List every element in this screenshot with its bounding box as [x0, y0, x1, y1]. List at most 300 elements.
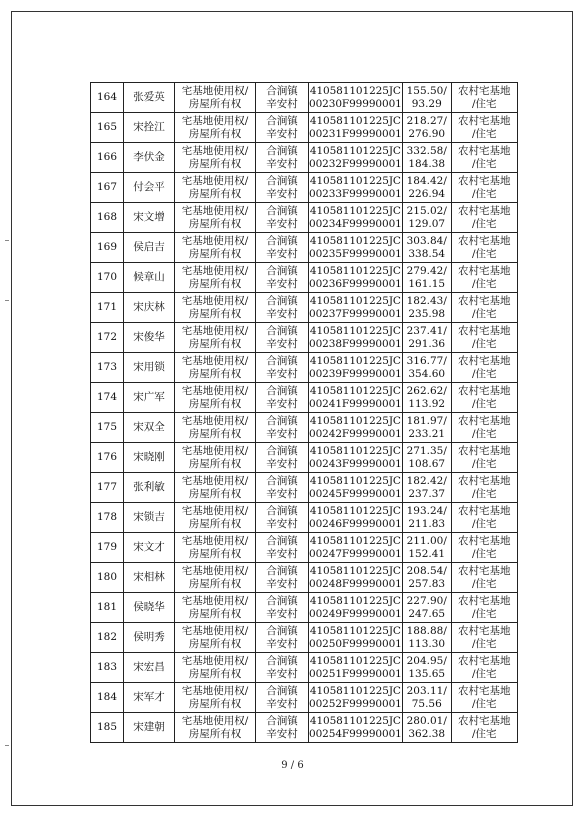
location-cell: [256, 263, 309, 293]
owner-name-cell: 宋军才: [124, 683, 175, 713]
land-use-cell: [451, 713, 517, 743]
unit-code-line-1: 410581101225JC: [309, 324, 401, 337]
right-type-line-2: 房屋所有权: [188, 217, 242, 230]
area-line-2: 291.36: [408, 337, 446, 350]
land-use-line-1: 农村宅基地: [457, 594, 511, 607]
location-line-1: 合涧镇: [266, 354, 298, 367]
owner-name-cell: 宋文增: [124, 203, 175, 233]
right-type-cell: [175, 143, 256, 173]
location-line-1: 合涧镇: [266, 264, 298, 277]
right-type-cell: [175, 203, 256, 233]
unit-code-line-2: 00251F99990001: [309, 667, 402, 680]
land-use-line-2: /住宅: [471, 127, 497, 140]
right-type-cell: [175, 683, 256, 713]
land-use-line-2: /住宅: [471, 97, 497, 110]
unit-code-line-2: 00245F99990001: [309, 487, 402, 500]
right-type-line-2: 房屋所有权: [188, 247, 242, 260]
unit-code-cell: [309, 533, 403, 563]
area-cell: [402, 473, 451, 503]
land-use-line-1: 农村宅基地: [457, 324, 511, 337]
right-type-line-2: 房屋所有权: [188, 727, 242, 740]
unit-code-line-1: 410581101225JC: [309, 684, 401, 697]
record-number-cell: 183: [91, 653, 124, 683]
owner-name-cell: 侯启吉: [124, 233, 175, 263]
location-cell: [256, 383, 309, 413]
unit-code-cell: [309, 263, 403, 293]
record-number-cell: 178: [91, 503, 124, 533]
area-line-2: 237.37: [408, 487, 446, 500]
unit-code-line-2: 00236F99990001: [309, 277, 402, 290]
land-use-cell: [451, 233, 517, 263]
table-row: [91, 263, 518, 293]
right-type-line-2: 房屋所有权: [188, 487, 242, 500]
right-type-line-2: 房屋所有权: [188, 307, 242, 320]
area-line-1: 181.97/: [406, 414, 447, 427]
area-line-1: 155.50/: [406, 84, 447, 97]
table-row: [91, 473, 518, 503]
unit-code-line-1: 410581101225JC: [309, 714, 401, 727]
location-cell: [256, 83, 309, 113]
area-line-1: 193.24/: [406, 504, 447, 517]
area-cell: [402, 383, 451, 413]
unit-code-cell: [309, 353, 403, 383]
owner-name-cell: 宋广军: [124, 383, 175, 413]
location-cell: [256, 203, 309, 233]
right-type-line-2: 房屋所有权: [188, 427, 242, 440]
record-number-cell: 182: [91, 623, 124, 653]
land-use-line-1: 农村宅基地: [457, 474, 511, 487]
location-line-2: 辛安村: [266, 277, 298, 290]
land-use-line-2: /住宅: [471, 157, 497, 170]
unit-code-line-2: 00238F99990001: [309, 337, 402, 350]
unit-code-cell: [309, 203, 403, 233]
right-type-line-1: 宅基地使用权/: [181, 444, 249, 457]
location-cell: [256, 533, 309, 563]
area-line-1: 203.11/: [406, 684, 447, 697]
record-number-cell: 175: [91, 413, 124, 443]
location-cell: [256, 713, 309, 743]
area-line-2: 108.67: [408, 457, 446, 470]
land-use-line-1: 农村宅基地: [457, 174, 511, 187]
right-type-line-2: 房屋所有权: [188, 457, 242, 470]
location-line-1: 合涧镇: [266, 234, 298, 247]
right-type-cell: [175, 653, 256, 683]
land-use-line-1: 农村宅基地: [457, 84, 511, 97]
location-line-1: 合涧镇: [266, 504, 298, 517]
owner-name-cell: 候章山: [124, 263, 175, 293]
record-number-cell: 180: [91, 563, 124, 593]
land-use-line-2: /住宅: [471, 367, 497, 380]
scan-mark: [5, 745, 9, 746]
unit-code-line-1: 410581101225JC: [309, 504, 401, 517]
unit-code-line-1: 410581101225JC: [309, 84, 401, 97]
owner-name-cell: 张利敏: [124, 473, 175, 503]
unit-code-cell: [309, 503, 403, 533]
land-use-cell: [451, 683, 517, 713]
area-line-2: 338.54: [408, 247, 446, 260]
right-type-cell: [175, 83, 256, 113]
scan-mark: [5, 300, 9, 301]
land-use-line-1: 农村宅基地: [457, 414, 511, 427]
table-row: [91, 293, 518, 323]
right-type-line-1: 宅基地使用权/: [181, 264, 249, 277]
unit-code-cell: [309, 233, 403, 263]
land-use-line-2: /住宅: [471, 307, 497, 320]
table-row: [91, 713, 518, 743]
land-use-line-1: 农村宅基地: [457, 564, 511, 577]
right-type-cell: [175, 473, 256, 503]
table-row: [91, 143, 518, 173]
right-type-cell: [175, 383, 256, 413]
record-number-cell: 174: [91, 383, 124, 413]
location-cell: [256, 503, 309, 533]
table-row: [91, 593, 518, 623]
area-line-1: 271.35/: [406, 444, 447, 457]
land-use-line-1: 农村宅基地: [457, 384, 511, 397]
unit-code-line-1: 410581101225JC: [309, 534, 401, 547]
location-cell: [256, 443, 309, 473]
land-use-line-2: /住宅: [471, 667, 497, 680]
location-line-2: 辛安村: [266, 367, 298, 380]
area-line-1: 303.84/: [406, 234, 447, 247]
unit-code-cell: [309, 683, 403, 713]
location-line-2: 辛安村: [266, 547, 298, 560]
location-cell: [256, 683, 309, 713]
area-line-1: 184.42/: [406, 174, 447, 187]
registration-table-body: [91, 83, 518, 743]
unit-code-cell: [309, 473, 403, 503]
unit-code-line-1: 410581101225JC: [309, 594, 401, 607]
location-cell: [256, 293, 309, 323]
registration-table: [90, 82, 518, 743]
area-line-2: 235.98: [408, 307, 446, 320]
location-cell: [256, 653, 309, 683]
land-use-line-2: /住宅: [471, 697, 497, 710]
table-row: [91, 653, 518, 683]
unit-code-line-1: 410581101225JC: [309, 174, 401, 187]
record-number-cell: 167: [91, 173, 124, 203]
unit-code-line-1: 410581101225JC: [309, 264, 401, 277]
table-row: [91, 383, 518, 413]
land-use-line-2: /住宅: [471, 187, 497, 200]
area-cell: [402, 113, 451, 143]
land-use-cell: [451, 563, 517, 593]
right-type-cell: [175, 623, 256, 653]
area-line-2: 93.29: [411, 97, 442, 110]
area-line-2: 257.83: [408, 577, 446, 590]
area-line-1: 262.62/: [406, 384, 447, 397]
unit-code-cell: [309, 563, 403, 593]
location-line-2: 辛安村: [266, 427, 298, 440]
right-type-cell: [175, 533, 256, 563]
area-cell: [402, 533, 451, 563]
table-row: [91, 83, 518, 113]
area-cell: [402, 353, 451, 383]
unit-code-line-2: 00235F99990001: [309, 247, 402, 260]
location-line-2: 辛安村: [266, 517, 298, 530]
location-line-1: 合涧镇: [266, 684, 298, 697]
right-type-line-2: 房屋所有权: [188, 607, 242, 620]
location-line-1: 合涧镇: [266, 654, 298, 667]
land-use-line-2: /住宅: [471, 247, 497, 260]
location-cell: [256, 173, 309, 203]
location-line-1: 合涧镇: [266, 444, 298, 457]
area-cell: [402, 713, 451, 743]
land-use-line-2: /住宅: [471, 487, 497, 500]
land-use-cell: [451, 383, 517, 413]
area-line-1: 279.42/: [406, 264, 447, 277]
record-number-cell: 173: [91, 353, 124, 383]
land-use-cell: [451, 83, 517, 113]
area-cell: [402, 173, 451, 203]
unit-code-line-2: 00242F99990001: [309, 427, 402, 440]
area-cell: [402, 203, 451, 233]
record-number-cell: 164: [91, 83, 124, 113]
right-type-line-2: 房屋所有权: [188, 667, 242, 680]
table-row: [91, 353, 518, 383]
land-use-cell: [451, 533, 517, 563]
right-type-line-1: 宅基地使用权/: [181, 234, 249, 247]
area-cell: [402, 593, 451, 623]
area-line-1: 227.90/: [406, 594, 447, 607]
unit-code-line-2: 00254F99990001: [309, 727, 402, 740]
location-cell: [256, 233, 309, 263]
area-cell: [402, 323, 451, 353]
location-line-1: 合涧镇: [266, 174, 298, 187]
location-cell: [256, 323, 309, 353]
area-line-2: 161.15: [408, 277, 446, 290]
area-line-1: 218.27/: [406, 114, 447, 127]
land-use-line-1: 农村宅基地: [457, 354, 511, 367]
area-cell: [402, 443, 451, 473]
unit-code-line-2: 00249F99990001: [309, 607, 402, 620]
right-type-line-2: 房屋所有权: [188, 397, 242, 410]
table-row: [91, 443, 518, 473]
area-cell: [402, 563, 451, 593]
land-use-line-2: /住宅: [471, 517, 497, 530]
location-line-1: 合涧镇: [266, 294, 298, 307]
land-use-line-2: /住宅: [471, 217, 497, 230]
area-line-2: 247.65: [408, 607, 446, 620]
unit-code-cell: [309, 293, 403, 323]
land-use-line-2: /住宅: [471, 727, 497, 740]
right-type-line-1: 宅基地使用权/: [181, 654, 249, 667]
area-line-2: 75.56: [411, 697, 442, 710]
area-line-2: 233.21: [408, 427, 446, 440]
unit-code-line-2: 00241F99990001: [309, 397, 402, 410]
land-use-line-2: /住宅: [471, 637, 497, 650]
land-use-cell: [451, 593, 517, 623]
area-line-2: 129.07: [408, 217, 446, 230]
area-line-2: 276.90: [408, 127, 446, 140]
unit-code-line-1: 410581101225JC: [309, 474, 401, 487]
land-use-line-1: 农村宅基地: [457, 504, 511, 517]
location-line-2: 辛安村: [266, 727, 298, 740]
right-type-line-2: 房屋所有权: [188, 127, 242, 140]
unit-code-line-1: 410581101225JC: [309, 564, 401, 577]
owner-name-cell: 侯晓华: [124, 593, 175, 623]
unit-code-cell: [309, 173, 403, 203]
land-use-line-1: 农村宅基地: [457, 714, 511, 727]
right-type-line-1: 宅基地使用权/: [181, 624, 249, 637]
owner-name-cell: 宋双全: [124, 413, 175, 443]
record-number-cell: 170: [91, 263, 124, 293]
right-type-line-2: 房屋所有权: [188, 517, 242, 530]
unit-code-line-2: 00248F99990001: [309, 577, 402, 590]
right-type-line-1: 宅基地使用权/: [181, 114, 249, 127]
record-number-cell: 169: [91, 233, 124, 263]
owner-name-cell: 宋建朝: [124, 713, 175, 743]
area-line-1: 280.01/: [406, 714, 447, 727]
land-use-line-1: 农村宅基地: [457, 624, 511, 637]
location-cell: [256, 473, 309, 503]
area-line-2: 135.65: [408, 667, 446, 680]
owner-name-cell: 宋晓刚: [124, 443, 175, 473]
table-row: [91, 413, 518, 443]
right-type-cell: [175, 563, 256, 593]
owner-name-cell: 宋文才: [124, 533, 175, 563]
unit-code-line-2: 00252F99990001: [309, 697, 402, 710]
owner-name-cell: 宋用锁: [124, 353, 175, 383]
owner-name-cell: 宋庆林: [124, 293, 175, 323]
land-use-line-2: /住宅: [471, 397, 497, 410]
location-line-1: 合涧镇: [266, 384, 298, 397]
area-cell: [402, 623, 451, 653]
location-line-1: 合涧镇: [266, 324, 298, 337]
location-line-2: 辛安村: [266, 217, 298, 230]
land-use-cell: [451, 503, 517, 533]
record-number-cell: 181: [91, 593, 124, 623]
right-type-line-1: 宅基地使用权/: [181, 474, 249, 487]
unit-code-cell: [309, 623, 403, 653]
unit-code-line-1: 410581101225JC: [309, 384, 401, 397]
land-use-cell: [451, 293, 517, 323]
location-line-1: 合涧镇: [266, 204, 298, 217]
land-use-cell: [451, 143, 517, 173]
unit-code-line-2: 00247F99990001: [309, 547, 402, 560]
right-type-line-1: 宅基地使用权/: [181, 414, 249, 427]
area-line-1: 182.43/: [406, 294, 447, 307]
owner-name-cell: 宋拴江: [124, 113, 175, 143]
area-cell: [402, 653, 451, 683]
right-type-line-2: 房屋所有权: [188, 637, 242, 650]
table-row: [91, 323, 518, 353]
land-use-line-1: 农村宅基地: [457, 534, 511, 547]
record-number-cell: 176: [91, 443, 124, 473]
area-cell: [402, 413, 451, 443]
unit-code-line-2: 00232F99990001: [309, 157, 402, 170]
area-cell: [402, 683, 451, 713]
owner-name-cell: 付会平: [124, 173, 175, 203]
right-type-cell: [175, 353, 256, 383]
area-line-2: 354.60: [408, 367, 446, 380]
unit-code-cell: [309, 413, 403, 443]
unit-code-line-1: 410581101225JC: [309, 354, 401, 367]
unit-code-cell: [309, 113, 403, 143]
unit-code-line-2: 00234F99990001: [309, 217, 402, 230]
land-use-cell: [451, 413, 517, 443]
right-type-cell: [175, 593, 256, 623]
location-cell: [256, 113, 309, 143]
land-use-line-1: 农村宅基地: [457, 234, 511, 247]
unit-code-cell: [309, 593, 403, 623]
unit-code-line-1: 410581101225JC: [309, 144, 401, 157]
location-line-2: 辛安村: [266, 667, 298, 680]
land-use-line-1: 农村宅基地: [457, 294, 511, 307]
land-use-line-2: /住宅: [471, 607, 497, 620]
unit-code-cell: [309, 143, 403, 173]
right-type-cell: [175, 113, 256, 143]
land-use-line-2: /住宅: [471, 337, 497, 350]
record-number-cell: 172: [91, 323, 124, 353]
owner-name-cell: 李伏金: [124, 143, 175, 173]
land-use-line-2: /住宅: [471, 457, 497, 470]
location-line-1: 合涧镇: [266, 474, 298, 487]
unit-code-line-2: 00231F99990001: [309, 127, 402, 140]
location-line-2: 辛安村: [266, 397, 298, 410]
area-line-1: 208.54/: [406, 564, 447, 577]
location-line-2: 辛安村: [266, 307, 298, 320]
area-line-2: 113.30: [408, 637, 446, 650]
location-cell: [256, 563, 309, 593]
right-type-cell: [175, 443, 256, 473]
right-type-line-2: 房屋所有权: [188, 97, 242, 110]
table-row: [91, 233, 518, 263]
area-cell: [402, 233, 451, 263]
right-type-line-2: 房屋所有权: [188, 337, 242, 350]
location-line-2: 辛安村: [266, 487, 298, 500]
right-type-cell: [175, 413, 256, 443]
table-row: [91, 113, 518, 143]
unit-code-line-1: 410581101225JC: [309, 204, 401, 217]
unit-code-cell: [309, 383, 403, 413]
land-use-cell: [451, 653, 517, 683]
area-line-1: 332.58/: [406, 144, 447, 157]
land-use-line-1: 农村宅基地: [457, 684, 511, 697]
area-line-2: 152.41: [408, 547, 446, 560]
right-type-line-2: 房屋所有权: [188, 577, 242, 590]
land-use-cell: [451, 353, 517, 383]
right-type-line-1: 宅基地使用权/: [181, 504, 249, 517]
area-line-1: 211.00/: [406, 534, 447, 547]
area-line-2: 184.38: [408, 157, 446, 170]
area-cell: [402, 263, 451, 293]
area-line-1: 182.42/: [406, 474, 447, 487]
unit-code-cell: [309, 83, 403, 113]
record-number-cell: 185: [91, 713, 124, 743]
unit-code-line-1: 410581101225JC: [309, 414, 401, 427]
right-type-line-1: 宅基地使用权/: [181, 354, 249, 367]
location-line-2: 辛安村: [266, 637, 298, 650]
table-row: [91, 203, 518, 233]
location-line-2: 辛安村: [266, 187, 298, 200]
area-line-1: 188.88/: [406, 624, 447, 637]
right-type-line-1: 宅基地使用权/: [181, 594, 249, 607]
land-use-line-1: 农村宅基地: [457, 444, 511, 457]
unit-code-cell: [309, 653, 403, 683]
right-type-line-1: 宅基地使用权/: [181, 204, 249, 217]
record-number-cell: 166: [91, 143, 124, 173]
location-cell: [256, 593, 309, 623]
right-type-line-1: 宅基地使用权/: [181, 534, 249, 547]
land-use-line-2: /住宅: [471, 547, 497, 560]
right-type-line-1: 宅基地使用权/: [181, 324, 249, 337]
right-type-cell: [175, 713, 256, 743]
right-type-cell: [175, 173, 256, 203]
location-line-1: 合涧镇: [266, 714, 298, 727]
record-number-cell: 177: [91, 473, 124, 503]
land-use-line-1: 农村宅基地: [457, 264, 511, 277]
